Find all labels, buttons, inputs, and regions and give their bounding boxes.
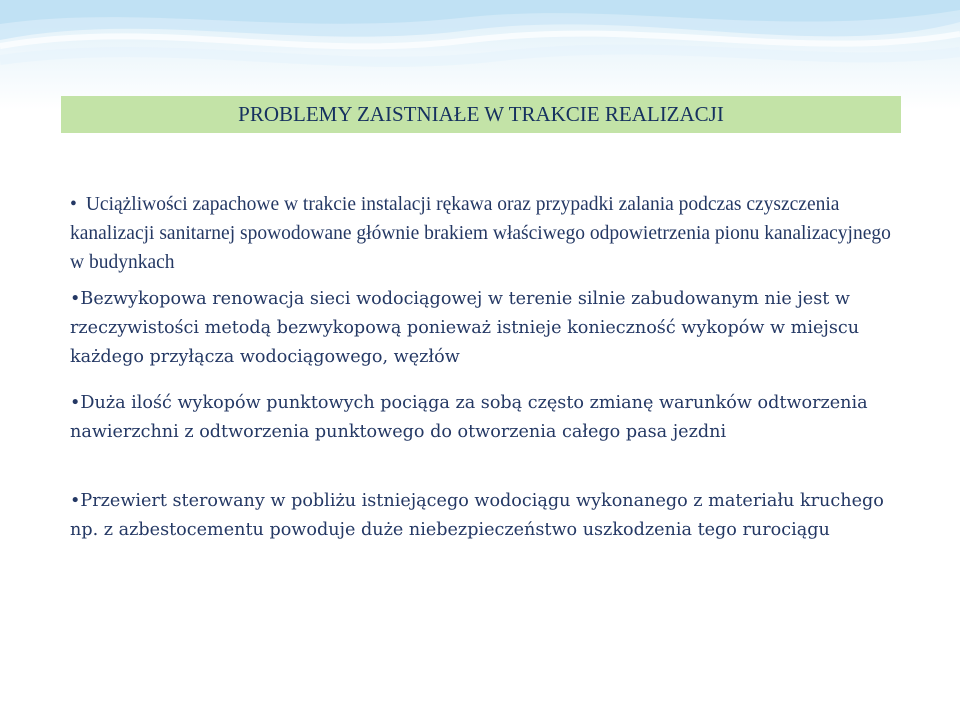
list-item-text: Bezwykopowa renowacja sieci wodociągowej w terenie silnie zabudowanym nie jest w rzeczywistości metodą bezwykopową ponieważ istnieje konieczność wykopów w miejscu każdego przyłącza wodociągowego, węzłów <box>70 289 860 367</box>
list-item <box>70 285 905 372</box>
list-item <box>70 190 905 277</box>
bullet: • <box>70 491 81 511</box>
list-item-text: Uciążliwości zapachowe w trakcie instalacji rękawa oraz przypadki zalania podczas czyszczenia kanalizacji sanitarnej spowodowane głównie brakiem właściwego odpowietrzenia pionu kanalizacyjnego w budynkach <box>70 194 891 273</box>
bullet: • <box>70 194 77 215</box>
list-item <box>70 487 905 545</box>
bullet: • <box>70 289 81 309</box>
bullet: • <box>70 393 81 413</box>
slide-title: PROBLEMY ZAISTNIAŁE W TRAKCIE REALIZACJI <box>238 102 724 126</box>
title-bar <box>61 96 901 133</box>
list-item <box>70 389 905 447</box>
list-item-text: Duża ilość wykopów punktowych pociąga za sobą często zmianę warunków odtworzenia nawierzchni z odtworzenia punktowego do otworzenia całego pasa jezdni <box>70 393 868 442</box>
list-item-text: Przewiert sterowany w pobliżu istniejącego wodociągu wykonanego z materiału kruchego np. z azbestocementu powoduje duże niebezpieczeństwo uszkodzenia tego rurociągu <box>70 491 884 540</box>
